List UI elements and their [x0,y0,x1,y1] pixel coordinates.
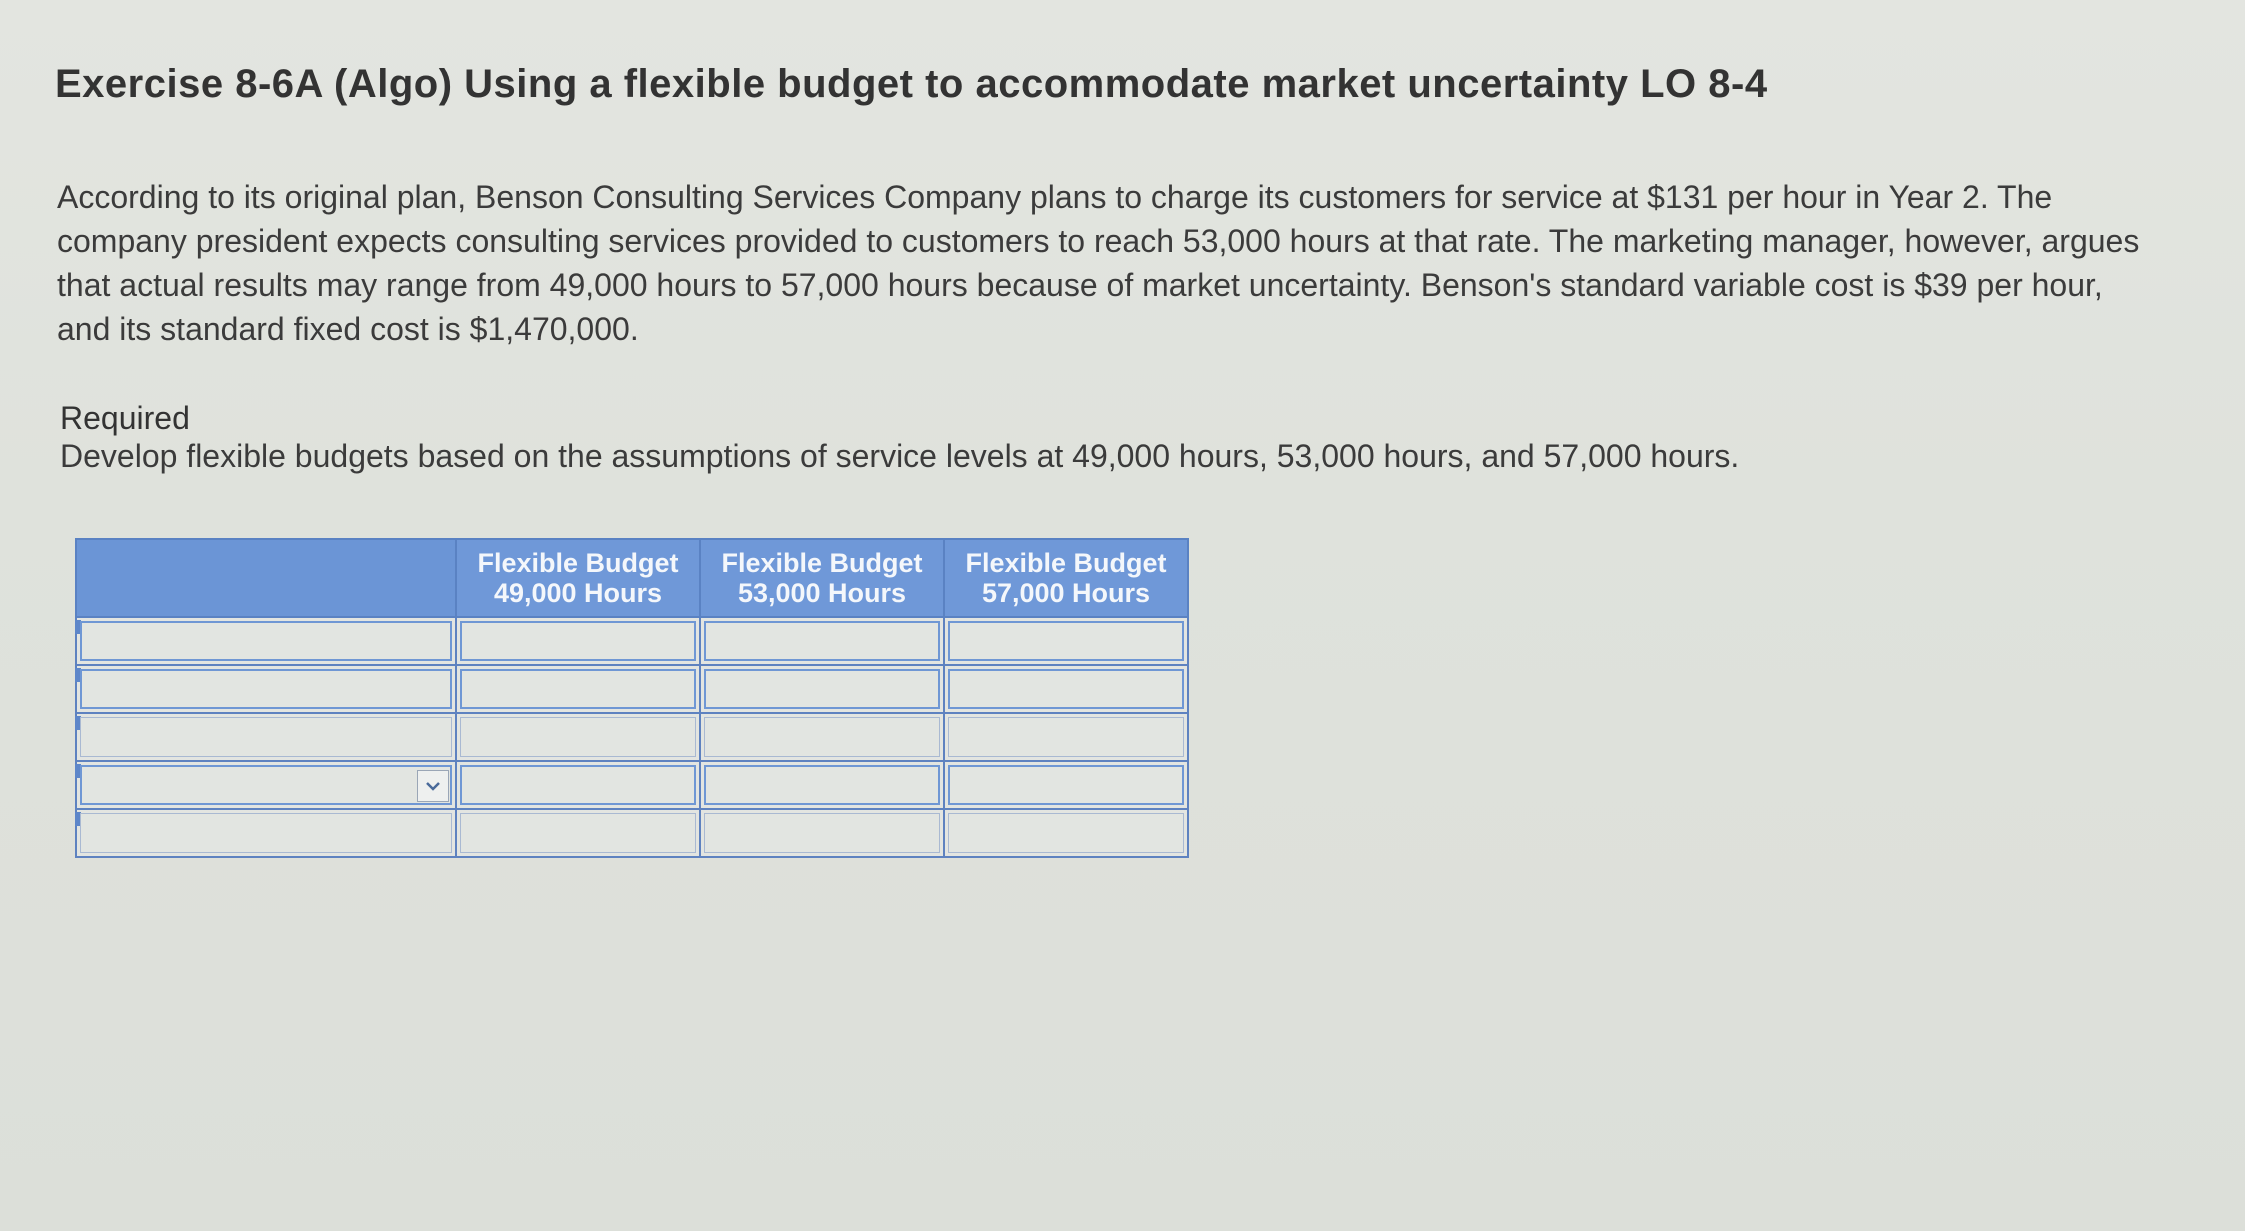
amount-input-57000[interactable] [944,713,1188,761]
amount-input-49000[interactable] [456,809,700,857]
header-line-1: Flexible Budget [477,548,679,578]
flexible-budget-table [75,538,1189,858]
required-text: Develop flexible budgets based on the assumptions of service levels at 49,000 hours, 53,000 hours, and 57,000 hours. [60,438,1740,474]
amount-input-53000[interactable] [700,617,944,665]
table-row [76,617,1188,665]
chevron-down-icon-glyph [426,781,440,791]
input-box[interactable] [80,717,452,757]
amount-input-53000[interactable] [700,665,944,713]
input-box[interactable] [948,717,1184,757]
row-label-input[interactable] [76,809,456,857]
input-box[interactable] [704,669,940,709]
input-box[interactable] [948,669,1184,709]
amount-input-53000[interactable] [700,761,944,809]
input-box[interactable] [460,669,696,709]
input-box[interactable] [460,717,696,757]
input-box[interactable] [460,621,696,661]
amount-input-49000[interactable] [456,761,700,809]
amount-input-57000[interactable] [944,761,1188,809]
amount-input-57000[interactable] [944,617,1188,665]
input-box[interactable] [948,621,1184,661]
header-line-2: 53,000 Hours [737,578,907,608]
header-blank-cell [76,539,456,617]
row-label-dropdown[interactable] [76,761,456,809]
input-box[interactable] [704,717,940,757]
table-row [76,713,1188,761]
header-line-1: Flexible Budget [965,548,1167,578]
header-flexible-budget-53000 [700,539,944,617]
input-box[interactable] [948,765,1184,805]
amount-input-49000[interactable] [456,665,700,713]
amount-input-53000[interactable] [700,809,944,857]
input-box[interactable] [704,765,940,805]
header-line-1: Flexible Budget [721,548,923,578]
exercise-title: Exercise 8-6A (Algo) Using a flexible budget to accommodate market uncertainty LO 8-4 [55,62,1768,106]
input-box[interactable] [704,813,940,853]
amount-input-49000[interactable] [456,617,700,665]
amount-input-57000[interactable] [944,809,1188,857]
input-box[interactable] [948,813,1184,853]
row-label-input[interactable] [76,617,456,665]
required-label: Required [60,400,190,436]
table-header-row [76,539,1188,617]
amount-input-49000[interactable] [456,713,700,761]
amount-input-53000[interactable] [700,713,944,761]
header-flexible-budget-57000 [944,539,1188,617]
header-line-2: 49,000 Hours [493,578,663,608]
input-box[interactable] [704,621,940,661]
input-box[interactable] [80,813,452,853]
row-label-input[interactable] [76,713,456,761]
select-box[interactable] [80,765,452,805]
amount-input-57000[interactable] [944,665,1188,713]
table-row [76,665,1188,713]
input-box[interactable] [460,765,696,805]
input-box[interactable] [80,669,452,709]
input-box[interactable] [460,813,696,853]
table-row [76,809,1188,857]
exercise-intro: According to its original plan, Benson Consulting Services Company plans to charge its customers for service at $131 per hour in Year 2. The company president expects consulting services provided to customers to reach 53,000 hours at that rate. The marketing manager, however, argues that actual results may range from 49,000 hours to 57,000 hours because of market uncertainty. Benson's standard variable cost is $39 per hour, and its standard fixed cost is $1,470,000. [57,179,2140,347]
input-box[interactable] [80,621,452,661]
row-label-input[interactable] [76,665,456,713]
table-row [76,761,1188,809]
header-line-2: 57,000 Hours [981,578,1151,608]
chevron-down-icon[interactable] [417,770,449,802]
header-flexible-budget-49000 [456,539,700,617]
